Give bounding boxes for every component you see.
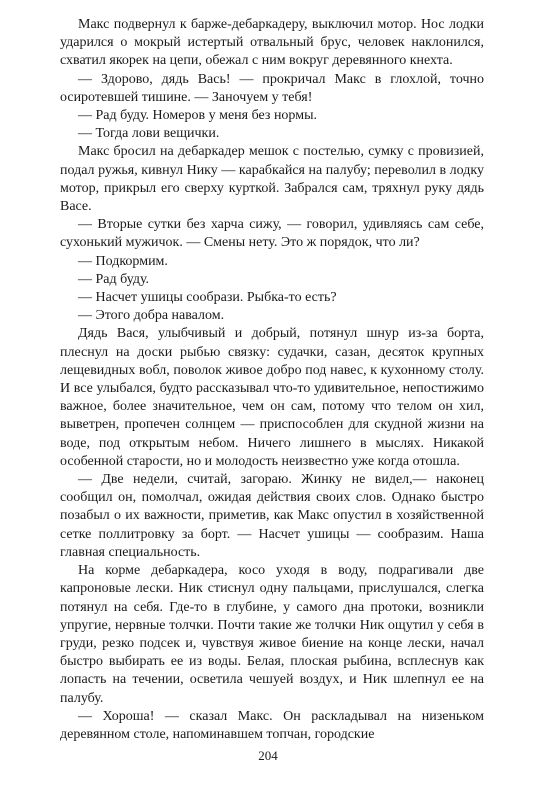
paragraph: — Вторые сутки без харча сижу, — говорил, удивляясь сам себе, сухонький мужичок. — Смены нету. Это ж порядок, что ли? [60, 217, 484, 251]
paragraph: Макс подвернул к барже-дебаркадеру, выключил мотор. Нос лодки ударился о мокрый истертый отвальный брус, человек наклонился, схватил якорек на цепи, обежал с ним вокруг деревянного кнехта. [60, 17, 484, 69]
page-body [60, 16, 484, 744]
paragraph: — Насчет ушицы сообрази. Рыбка-то есть? [78, 290, 337, 306]
paragraph: Макс бросил на дебаркадер мешок с постелью, сумку с провизией, подал ружья, кивнул Нику — карабкайся на палубу; переволил в лодку мотор, прикрыл его сверху курткой. Забрался сам, тряхнул руку дядь Васе. [60, 144, 484, 215]
paragraph: — Рад буду. [78, 271, 150, 287]
paragraph: — Хороша! — сказал Макс. Он раскладывал на низеньком деревянном столе, напоминавшем топчан, городские [60, 708, 484, 742]
paragraph: — Подкормим. [78, 253, 168, 269]
paragraph: — Две недели, считай, загораю. Жинку не видел,— наконец сообщил он, помолчал, ожидая действия своих слов. Однако быстро позабыл о их важности, приметив, как Макс опустил в хозяйственной сетке поллитровку за борт. — Насчет ушицы — сообразим. Наша главная специальность. [60, 472, 484, 560]
paragraph: На корме дебаркадера, косо уходя в воду, подрагивали две капроновые лески. Ник стиснул одну пальцами, прислушался, слегка потянул на себя. Где-то в глубине, у самого дна протоки, возникли упругие, нервные толчки. Почти такие же толчки Ник ощутил у себя в груди, резко подсек и, чувствуя живое биение на конце лески, начал быстро выбирать ее из воды. Белая, плоская рыбина, всплеснув как лопасть на течении, осветила чешуей воздух, и Ник шлепнул ее на палубу. [60, 563, 484, 706]
paragraph: — Этого добра навалом. [78, 308, 225, 324]
paragraph: — Здорово, дядь Вась! — прокричал Макс в глохлой, точно осиротевшей тишине. — Заночуем у тебя! [60, 71, 484, 105]
paragraph: — Тогда лови вещички. [78, 126, 220, 142]
paragraph: Дядь Вася, улыбчивый и добрый, потянул шнур из-за борта, плеснул на доски рыбью связку: судачки, сазан, десяток крупных лещевидных вобл, поволок живое добро под навес, к кухонному столу. И все улыбался, будто рассказывал что-то удивительное, непостижимо важное, более значительное, чем он сам, потому что телом он хил, выветрен, пропечен солнцем — приспособлен для скудной жизни на воде, под открытым небом. Ничего лишнего в мыслях. Никакой особенной старости, но и молодость неизвестно уже когда отошла. [60, 326, 484, 469]
paragraph: — Рад буду. Номеров у меня без нормы. [78, 108, 317, 124]
page-number: 204 [258, 748, 278, 763]
